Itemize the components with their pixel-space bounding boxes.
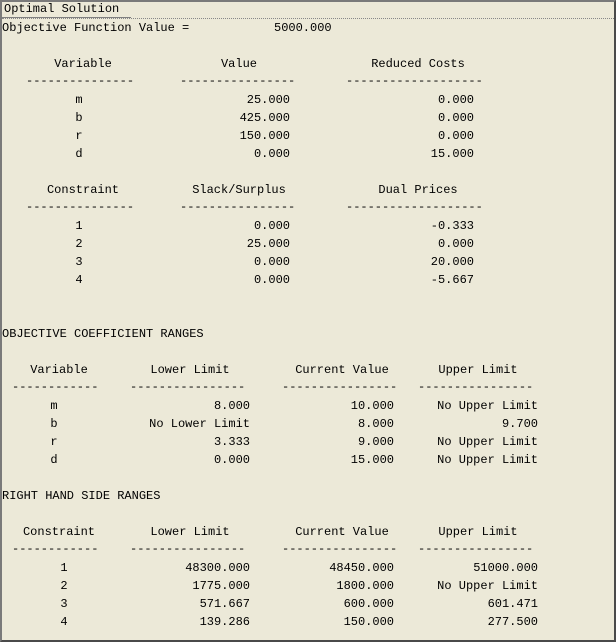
current-value-cell: 9.000: [357, 435, 394, 449]
header-rule: ------------: [12, 382, 99, 392]
rhs-ranges-heading: RIGHT HAND SIDE RANGES: [2, 489, 161, 503]
lower-limit-cell: 0.000: [213, 453, 250, 467]
objective-ranges-heading: OBJECTIVE COEFFICIENT RANGES: [2, 327, 204, 341]
upper-limit-cell: 9.700: [501, 417, 538, 431]
header-rule: ----------------: [418, 382, 534, 392]
slack-surplus-cell: 25.000: [246, 237, 290, 251]
current-value-cell: 150.000: [343, 615, 394, 629]
constraint-cell: 2: [60, 579, 68, 593]
slack-surplus-cell: 0.000: [253, 219, 290, 233]
col-header-lower-limit: Lower Limit: [150, 363, 230, 377]
variable-cell: d: [50, 453, 58, 467]
current-value-cell: 15.000: [350, 453, 394, 467]
current-value-cell: 1800.000: [336, 579, 394, 593]
header-rule: -------------------: [346, 202, 483, 212]
header-rule: ----------------: [130, 544, 246, 554]
lower-limit-cell: 48300.000: [185, 561, 250, 575]
header-rule: -------------------: [346, 76, 483, 86]
objective-value: 5000.000: [274, 21, 332, 35]
current-value-cell: 8.000: [357, 417, 394, 431]
header-rule: ---------------: [26, 202, 135, 212]
header-rule: ------------: [12, 544, 99, 554]
variable-cell: b: [75, 111, 83, 125]
dual-price-cell: 20.000: [430, 255, 474, 269]
reduced-cost-cell: 0.000: [437, 129, 474, 143]
lower-limit-cell: No Lower Limit: [149, 417, 250, 431]
col-header-reduced-costs: Reduced Costs: [371, 57, 465, 71]
upper-limit-cell: No Upper Limit: [437, 579, 538, 593]
lower-limit-cell: 1775.000: [192, 579, 250, 593]
col-header-constraint: Constraint: [46, 183, 119, 197]
col-header-variable: Variable: [30, 363, 88, 377]
dual-price-cell: -5.667: [430, 273, 474, 287]
variable-cell: r: [50, 435, 58, 449]
variable-cell: r: [75, 129, 83, 143]
reduced-cost-cell: 0.000: [437, 111, 474, 125]
objective-label: Objective Function Value =: [2, 21, 190, 35]
variable-cell: m: [50, 399, 58, 413]
col-header-slack-surplus: Slack/Surplus: [192, 183, 286, 197]
current-value-cell: 600.000: [343, 597, 394, 611]
current-value-cell: 10.000: [350, 399, 394, 413]
header-rule: ----------------: [282, 382, 398, 392]
lower-limit-cell: 8.000: [213, 399, 250, 413]
window-title: Optimal Solution: [4, 2, 120, 16]
upper-limit-cell: 51000.000: [473, 561, 538, 575]
upper-limit-cell: 601.471: [487, 597, 538, 611]
col-header-value: Value: [220, 57, 257, 71]
lower-limit-cell: 3.333: [213, 435, 250, 449]
value-cell: 150.000: [239, 129, 290, 143]
constraint-cell: 3: [75, 255, 83, 269]
header-rule: ----------------: [282, 544, 398, 554]
variable-cell: b: [50, 417, 58, 431]
header-rule: ----------------: [130, 382, 246, 392]
constraint-cell: 2: [75, 237, 83, 251]
col-header-variable: Variable: [54, 57, 112, 71]
header-rule: ----------------: [418, 544, 534, 554]
constraint-cell: 4: [60, 615, 68, 629]
value-cell: 425.000: [239, 111, 290, 125]
col-header-current-value: Current Value: [295, 363, 389, 377]
lower-limit-cell: 571.667: [199, 597, 250, 611]
header-rule: ----------------: [180, 76, 296, 86]
col-header-dual-prices: Dual Prices: [378, 183, 458, 197]
reduced-cost-cell: 15.000: [430, 147, 474, 161]
value-cell: 25.000: [246, 93, 290, 107]
constraint-cell: 1: [60, 561, 68, 575]
dual-price-cell: -0.333: [430, 219, 474, 233]
constraint-cell: 3: [60, 597, 68, 611]
header-rule: ----------------: [180, 202, 296, 212]
col-header-lower-limit: Lower Limit: [150, 525, 230, 539]
header-rule: ---------------: [26, 76, 135, 86]
col-header-current-value: Current Value: [295, 525, 389, 539]
upper-limit-cell: No Upper Limit: [437, 399, 538, 413]
reduced-cost-cell: 0.000: [437, 93, 474, 107]
dual-price-cell: 0.000: [437, 237, 474, 251]
constraint-cell: 1: [75, 219, 83, 233]
upper-limit-cell: No Upper Limit: [437, 453, 538, 467]
variable-cell: m: [75, 93, 83, 107]
variable-cell: d: [75, 147, 83, 161]
value-cell: 0.000: [253, 147, 290, 161]
col-header-upper-limit: Upper Limit: [438, 363, 518, 377]
lower-limit-cell: 139.286: [199, 615, 250, 629]
col-header-upper-limit: Upper Limit: [438, 525, 518, 539]
constraint-cell: 4: [75, 273, 83, 287]
upper-limit-cell: 277.500: [487, 615, 538, 629]
slack-surplus-cell: 0.000: [253, 255, 290, 269]
current-value-cell: 48450.000: [329, 561, 394, 575]
slack-surplus-cell: 0.000: [253, 273, 290, 287]
col-header-constraint: Constraint: [22, 525, 95, 539]
upper-limit-cell: No Upper Limit: [437, 435, 538, 449]
